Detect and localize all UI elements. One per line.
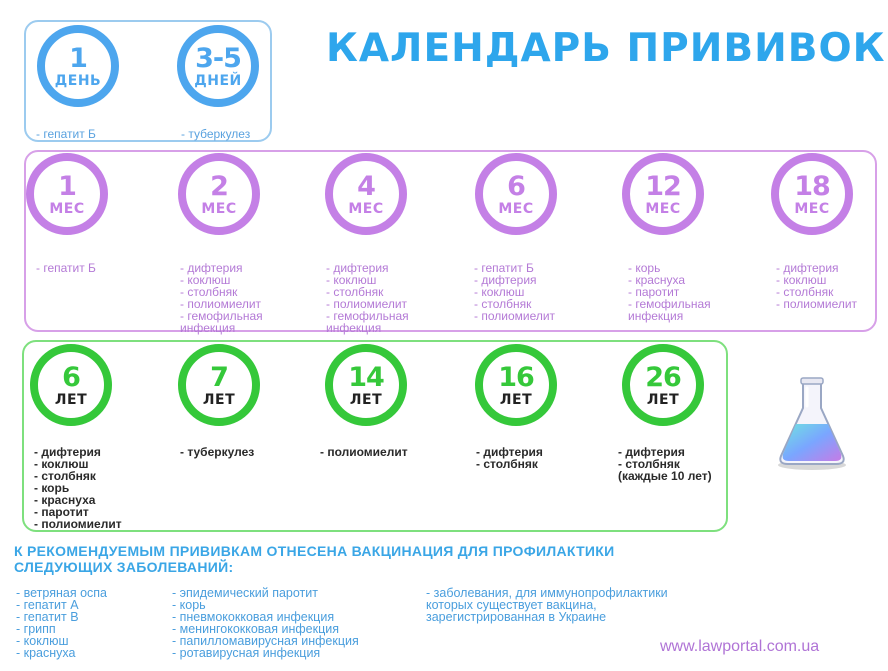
age-number: 26 <box>645 361 681 393</box>
list-item: - менингококковая инфекция <box>172 622 339 636</box>
vaccine-item: - корь <box>34 481 70 495</box>
age-circle-26-years <box>622 344 704 426</box>
list-item: - пневмококковая инфекция <box>172 610 335 624</box>
age-unit: ЛЕТ <box>499 391 533 408</box>
list-item: - ротавирусная инфекция <box>172 646 321 660</box>
age-number: 18 <box>794 170 830 202</box>
vaccine-item: - гепатит Б <box>474 261 534 275</box>
vaccine-item: - дифтерия <box>474 273 537 287</box>
recommended-heading-line: К РЕКОМЕНДУЕМЫМ ПРИВИВКАМ ОТНЕСЕНА ВАКЦИНАЦИЯ ДЛЯ ПРОФИЛАКТИКИ <box>14 543 615 559</box>
list-item: - корь <box>172 598 206 612</box>
age-circle-6-months <box>475 153 557 235</box>
vaccine-item: - столбняк <box>618 457 680 471</box>
vaccine-item: инфекция <box>180 321 236 335</box>
vaccine-item: инфекция <box>326 321 382 335</box>
vaccine-item: - дифтерия <box>34 445 101 459</box>
vaccine-item: - полиомиелит <box>326 297 408 311</box>
vaccine-item: - корь <box>628 261 661 275</box>
vaccine-item: - полиомиелит <box>180 297 262 311</box>
vaccine-item: - полиомиелит <box>474 309 556 323</box>
vaccine-item: - столбняк <box>776 285 834 299</box>
vaccine-item: (каждые 10 лет) <box>618 469 712 483</box>
age-unit: ЛЕТ <box>349 391 383 408</box>
age-circle-18-months <box>771 153 853 235</box>
infant-group <box>24 150 877 335</box>
vaccine-item: - коклюш <box>34 457 89 471</box>
vaccine-item: - дифтерия <box>476 445 543 459</box>
age-circle-4-months <box>325 153 407 235</box>
vaccine-list <box>36 262 96 274</box>
age-number: 4 <box>357 170 375 202</box>
recommended-heading <box>14 543 714 575</box>
age-circle-7-years <box>178 344 260 426</box>
age-unit: МЕС <box>794 200 830 217</box>
age-unit: ЛЕТ <box>202 391 236 408</box>
vaccine-item: - дифтерия <box>180 261 243 275</box>
age-number: 7 <box>210 361 228 393</box>
vaccine-list <box>476 446 543 470</box>
list-item: - заболевания, для иммунопрофилактики <box>426 586 668 600</box>
vaccine-item: - гепатит Б <box>36 127 96 141</box>
list-item: - краснуха <box>16 646 76 660</box>
age-number: 1 <box>58 170 76 202</box>
list-item: - гепатит В <box>16 610 79 624</box>
vaccine-item: - столбняк <box>326 285 384 299</box>
vaccine-list <box>776 262 857 310</box>
list-item: - гепатит А <box>16 598 79 612</box>
vaccine-item: - столбняк <box>476 457 538 471</box>
vaccine-item: - столбняк <box>474 297 532 311</box>
page-title: КАЛЕНДАРЬ ПРИВИВОК <box>326 26 886 71</box>
vaccine-item: - краснуха <box>628 273 686 287</box>
age-number: 3-5 <box>195 42 241 74</box>
vaccine-item: - полиомиелит <box>776 297 858 311</box>
age-number: 2 <box>210 170 228 202</box>
list-item: - ветряная оспа <box>16 586 107 600</box>
vaccine-item: - гемофильная <box>628 297 711 311</box>
age-unit: ЛЕТ <box>646 391 680 408</box>
age-number: 12 <box>645 170 681 202</box>
vaccine-item: - коклюш <box>776 273 827 287</box>
recommended-heading-line: СЛЕДУЮЩИХ ЗАБОЛЕВАНИЙ: <box>14 559 234 575</box>
age-number: 6 <box>62 361 80 393</box>
vaccine-item: - краснуха <box>34 493 96 507</box>
age-circle-1-month <box>26 153 108 235</box>
list-item: - папилломавирусная инфекция <box>172 634 359 648</box>
vaccine-list <box>36 128 96 140</box>
vaccine-item: инфекция <box>628 309 684 323</box>
recommended-list-3 <box>426 587 668 623</box>
vaccine-item: - коклюш <box>326 273 377 287</box>
recommended-list-2 <box>172 587 359 659</box>
vaccine-item: - гемофильная <box>180 309 263 323</box>
vaccine-item: - полиомиелит <box>34 517 122 531</box>
vaccine-item: - дифтерия <box>618 445 685 459</box>
age-unit: ДНЕЙ <box>194 72 242 89</box>
age-unit: ДЕНЬ <box>54 72 102 89</box>
vaccine-item: - паротит <box>628 285 680 299</box>
age-unit: МЕС <box>498 200 534 217</box>
vaccine-list <box>181 128 250 140</box>
list-item: которых существует вакцина, <box>426 598 597 612</box>
age-unit: МЕС <box>348 200 384 217</box>
vaccine-list <box>180 446 254 458</box>
vaccine-list <box>628 262 711 322</box>
vaccine-item: - дифтерия <box>326 261 389 275</box>
age-circle-2-months <box>178 153 260 235</box>
age-unit: МЕС <box>49 200 85 217</box>
vaccine-item: - туберкулез <box>181 127 251 141</box>
recommended-list-1 <box>16 587 107 659</box>
vaccine-list <box>474 262 555 322</box>
age-number: 14 <box>348 361 384 393</box>
age-circle-16-years <box>475 344 557 426</box>
vaccine-item: - паротит <box>34 505 89 519</box>
vaccine-list <box>180 262 263 334</box>
vaccine-list <box>326 262 409 334</box>
vaccine-item: - столбняк <box>180 285 238 299</box>
age-unit: МЕС <box>645 200 681 217</box>
age-number: 16 <box>498 361 534 393</box>
website-url: www.lawportal.com.ua <box>660 638 820 655</box>
age-number: 1 <box>69 42 87 74</box>
vaccine-item: - дифтерия <box>776 261 839 275</box>
age-unit: ЛЕТ <box>54 391 88 408</box>
vaccine-item: - столбняк <box>34 469 96 483</box>
age-circle-1-day <box>37 25 119 107</box>
vaccine-list <box>618 446 712 482</box>
list-item: зарегистрированная в Украине <box>426 610 607 624</box>
age-circle-14-years <box>325 344 407 426</box>
vaccine-item: - гепатит Б <box>36 261 96 275</box>
vaccine-list <box>320 446 408 458</box>
vaccine-item: - полиомиелит <box>320 445 408 459</box>
age-circle-3-5-days <box>177 25 259 107</box>
age-number: 6 <box>507 170 525 202</box>
age-circle-6-years <box>30 344 112 426</box>
vaccine-item: - коклюш <box>474 285 525 299</box>
vaccine-item: - туберкулез <box>180 445 255 459</box>
age-unit: МЕС <box>201 200 237 217</box>
list-item: - эпидемический паротит <box>172 586 318 600</box>
vaccine-item: - гемофильная <box>326 309 409 323</box>
vaccine-item: - коклюш <box>180 273 231 287</box>
vaccine-list <box>34 446 122 530</box>
list-item: - грипп <box>16 622 56 636</box>
list-item: - коклюш <box>16 634 69 648</box>
flask-icon <box>772 374 852 474</box>
age-circle-12-months <box>622 153 704 235</box>
